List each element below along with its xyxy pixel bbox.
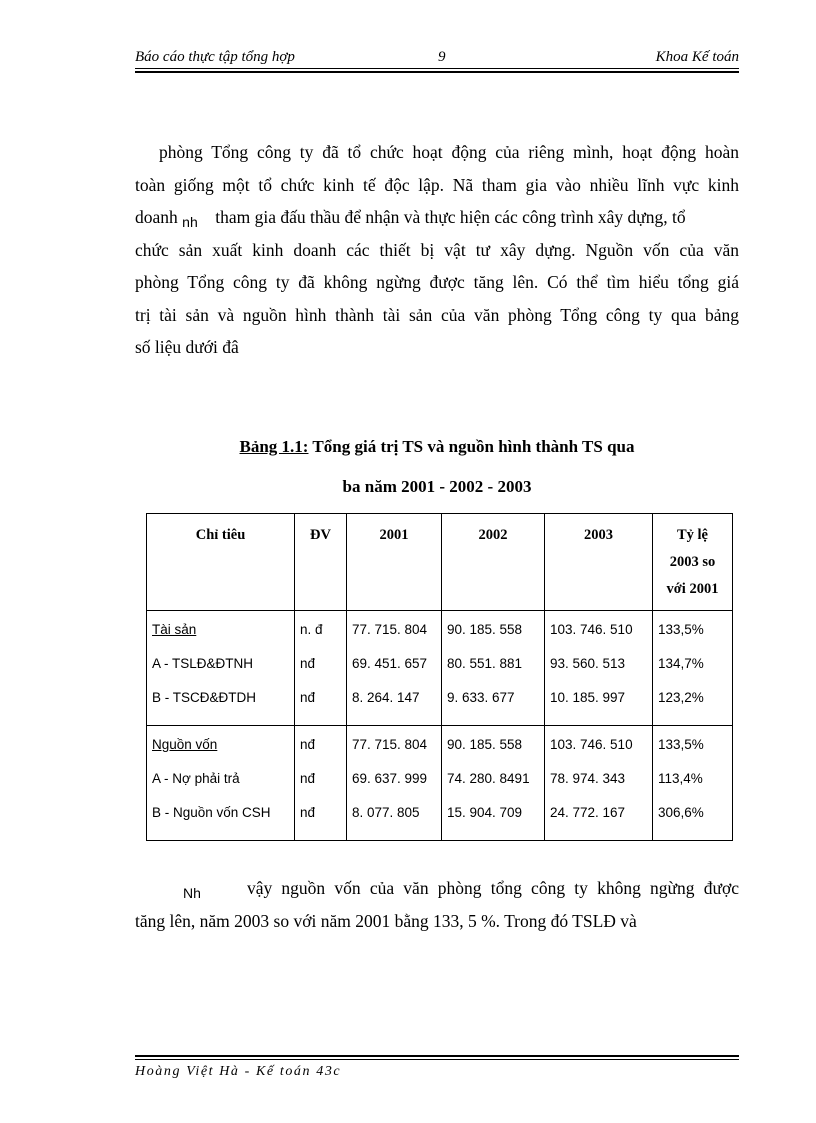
indicator-item: B - TSCĐ&ĐTDH — [152, 690, 257, 705]
value-2003: 103. 746. 510 — [550, 737, 633, 752]
table-caption-label: Bảng 1.1: — [239, 437, 309, 456]
table-header-row — [147, 514, 733, 611]
indicator-item: A - TSLĐ&ĐTNH — [152, 656, 254, 671]
footer-author: Hoàng Việt Hà - Kế toán 43c — [135, 1064, 342, 1079]
unit-value: nđ — [300, 690, 316, 705]
paragraph-line: số liệu dưới đâ — [135, 337, 239, 357]
header-department: Khoa Kế toán — [655, 49, 739, 65]
header-page-number: 9 — [438, 49, 446, 65]
cell-indicators — [147, 611, 295, 726]
col-header-2001: 2001 — [347, 514, 442, 611]
unit-value: nđ — [300, 771, 316, 786]
ratio-value: 133,5% — [658, 737, 704, 752]
asset-capital-table — [146, 513, 733, 841]
paragraph-fragment: Nh — [183, 885, 201, 901]
value-2001: 8. 077. 805 — [352, 805, 420, 820]
indicator-item: B - Nguồn vốn CSH — [152, 805, 271, 820]
indicator-item: A - Nợ phải trả — [152, 771, 240, 786]
value-2002: 74. 280. 8491 — [447, 771, 530, 786]
paragraph-line: phòng Tổng công ty đã không ngừng được tăng lên. Có thể tìm hiểu tổng giá — [135, 272, 739, 292]
cell-2002 — [442, 611, 545, 726]
table-row-assets — [147, 611, 733, 726]
ratio-value: 123,2% — [658, 690, 704, 705]
body-paragraph-1 — [135, 136, 739, 364]
value-2003: 103. 746. 510 — [550, 622, 633, 637]
ratio-header-line: với 2001 — [666, 581, 719, 597]
unit-value: nđ — [300, 737, 316, 752]
cell-units — [295, 726, 347, 841]
ratio-header-line: 2003 so — [669, 554, 716, 570]
paragraph-line-mixed — [135, 201, 739, 234]
table-row-capital — [147, 726, 733, 841]
value-2002: 9. 633. 677 — [447, 690, 515, 705]
paragraph-word: doanh — [135, 207, 178, 227]
value-2003: 78. 974. 343 — [550, 771, 626, 786]
value-2002: 15. 904. 709 — [447, 805, 523, 820]
footer-rule-thin — [135, 1059, 739, 1060]
header-rule-thin — [135, 68, 739, 69]
cell-indicators — [147, 726, 295, 841]
cell-units — [295, 611, 347, 726]
indicator-group-title: Tài sản — [152, 622, 197, 637]
value-2002: 90. 185. 558 — [447, 737, 523, 752]
body-paragraph-2 — [135, 872, 739, 937]
ratio-value: 113,4% — [658, 771, 703, 786]
ratio-value: 134,7% — [658, 656, 704, 671]
table-caption-title: Tổng giá trị TS và nguồn hình thành TS qua — [308, 437, 635, 456]
paragraph-line: chức sản xuất kinh doanh các thiết bị vật tư xây dựng. Nguồn vốn của văn — [135, 239, 739, 260]
col-header-2003: 2003 — [545, 514, 653, 611]
ratio-header-line: Tỷ lệ — [676, 527, 708, 543]
cell-ratio — [653, 611, 733, 726]
value-2001: 77. 715. 804 — [352, 737, 428, 752]
value-2001: 69. 637. 999 — [352, 771, 428, 786]
page-header — [135, 47, 739, 69]
cell-2002 — [442, 726, 545, 841]
unit-value: n. đ — [300, 622, 323, 637]
ratio-value: 133,5% — [658, 622, 704, 637]
cell-2003 — [545, 726, 653, 841]
cell-ratio — [653, 726, 733, 841]
value-2001: 77. 715. 804 — [352, 622, 428, 637]
col-header-ratio — [653, 514, 733, 611]
value-2003: 93. 560. 513 — [550, 656, 626, 671]
paragraph-line: toàn giống một tổ chức kinh tế độc lập. Nã tham gia vào nhiều lĩnh vực kinh — [135, 174, 739, 195]
value-2001: 8. 264. 147 — [352, 690, 420, 705]
value-2001: 69. 451. 657 — [352, 656, 428, 671]
paragraph-line: tăng lên, năm 2003 so với năm 2001 bằng 133, 5 %. Trong đó TSLĐ và — [135, 910, 637, 931]
paragraph-line-mixed — [135, 872, 739, 905]
value-2002: 80. 551. 881 — [447, 656, 523, 671]
cell-2001 — [347, 726, 442, 841]
paragraph-line: phòng Tổng công ty đã tổ chức hoạt động của riêng mình, hoạt động hoàn — [159, 142, 739, 162]
indicator-group-title: Nguồn vốn — [152, 737, 218, 752]
table-caption-subtitle: ba năm 2001 - 2002 - 2003 — [342, 477, 532, 496]
paragraph-line: trị tài sản và nguồn hình thành tài sản của văn phòng Tổng công ty qua bảng — [135, 304, 739, 325]
col-header-2002: 2002 — [442, 514, 545, 611]
paragraph-word: vậy nguồn vốn của văn phòng tổng công ty không ngừng được — [246, 878, 739, 898]
unit-value: nđ — [300, 656, 316, 671]
value-2003: 10. 185. 997 — [550, 690, 626, 705]
paragraph-word: tham gia đấu thầu để nhận và thực hiện các công trình xây dựng, tổ — [215, 207, 686, 227]
header-report-title: Báo cáo thực tập tổng hợp — [135, 49, 295, 65]
col-header-indicator: Chỉ tiêu — [147, 514, 295, 611]
cell-2001 — [347, 611, 442, 726]
value-2003: 24. 772. 167 — [550, 805, 626, 820]
cell-2003 — [545, 611, 653, 726]
unit-value: nđ — [300, 805, 316, 820]
table-caption — [135, 437, 739, 457]
col-header-unit: ĐV — [295, 514, 347, 611]
paragraph-fragment: nh — [182, 214, 198, 230]
ratio-value: 306,6% — [658, 805, 704, 820]
value-2002: 90. 185. 558 — [447, 622, 523, 637]
header-rule-thick — [135, 71, 739, 73]
footer-rule-thick — [135, 1055, 739, 1057]
